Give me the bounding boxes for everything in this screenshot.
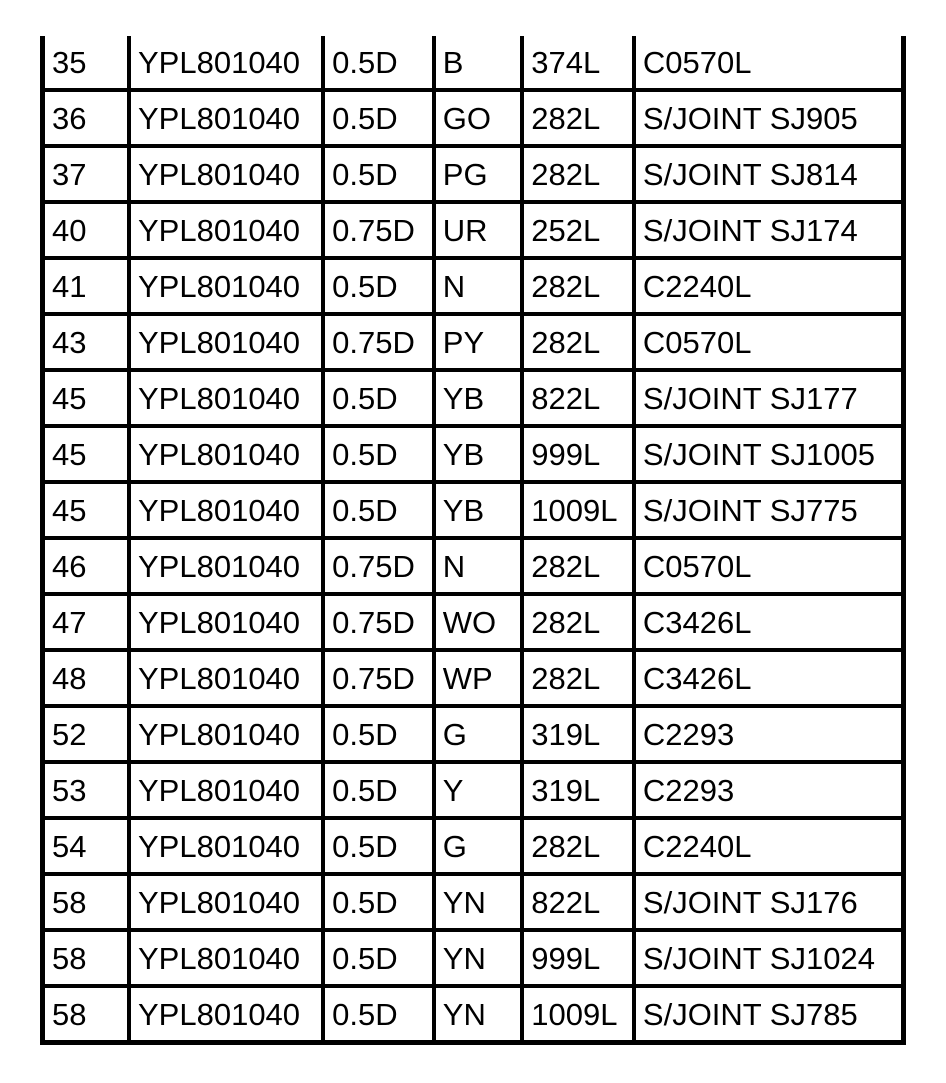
table-cell: GO: [434, 90, 523, 146]
table-cell: 58: [43, 874, 130, 930]
wiring-table-page: [40, 36, 906, 1048]
table-cell: YPL801040: [129, 818, 323, 874]
table-cell: C0570L: [634, 314, 904, 370]
table-cell: 282L: [522, 594, 634, 650]
table-cell: 822L: [522, 370, 634, 426]
table-cell: YPL801040: [129, 986, 323, 1043]
table-cell: 52: [43, 706, 130, 762]
table-cell: YPL801040: [129, 146, 323, 202]
table-row: [43, 482, 904, 538]
table-row: [43, 538, 904, 594]
table-cell: 0.5D: [323, 90, 434, 146]
table-cell: 53: [43, 762, 130, 818]
table-cell: YPL801040: [129, 426, 323, 482]
table-cell: 0.5D: [323, 986, 434, 1043]
table-cell: C2240L: [634, 818, 904, 874]
table-row: [43, 930, 904, 986]
table-cell: 0.5D: [323, 762, 434, 818]
table-cell: 0.75D: [323, 202, 434, 258]
table-cell: 48: [43, 650, 130, 706]
table-row: [43, 370, 904, 426]
table-cell: 46: [43, 538, 130, 594]
table-cell: YPL801040: [129, 482, 323, 538]
table-cell: 45: [43, 482, 130, 538]
table-cell: 36: [43, 90, 130, 146]
table-cell: 282L: [522, 90, 634, 146]
table-row: [43, 258, 904, 314]
table-cell: YPL801040: [129, 930, 323, 986]
table-cell: WO: [434, 594, 523, 650]
table-cell: YN: [434, 930, 523, 986]
table-cell: 43: [43, 314, 130, 370]
table-cell: YB: [434, 482, 523, 538]
table-row: [43, 818, 904, 874]
table-cell: 40: [43, 202, 130, 258]
table-cell: 282L: [522, 650, 634, 706]
table-cell: YN: [434, 874, 523, 930]
table-cell: 0.5D: [323, 146, 434, 202]
table-row: [43, 202, 904, 258]
table-cell: 822L: [522, 874, 634, 930]
table-cell: YPL801040: [129, 874, 323, 930]
table-cell: 0.75D: [323, 538, 434, 594]
table-cell: 0.5D: [323, 370, 434, 426]
table-cell: YPL801040: [129, 90, 323, 146]
table-cell: 0.5D: [323, 426, 434, 482]
table-cell: C0570L: [634, 36, 904, 90]
table-cell: YN: [434, 986, 523, 1043]
table-cell: YPL801040: [129, 202, 323, 258]
table-row: [43, 90, 904, 146]
table-cell: 999L: [522, 426, 634, 482]
table-cell: C2240L: [634, 258, 904, 314]
table-cell: WP: [434, 650, 523, 706]
table-cell: 282L: [522, 258, 634, 314]
table-cell: 45: [43, 426, 130, 482]
table-cell: G: [434, 818, 523, 874]
table-cell: B: [434, 36, 523, 90]
table-cell: S/JOINT SJ177: [634, 370, 904, 426]
table-cell: 282L: [522, 314, 634, 370]
table-cell: 319L: [522, 706, 634, 762]
table-cell: 252L: [522, 202, 634, 258]
table-cell: 0.5D: [323, 36, 434, 90]
table-cell: 282L: [522, 146, 634, 202]
table-cell: 999L: [522, 930, 634, 986]
table-cell: S/JOINT SJ1024: [634, 930, 904, 986]
table-row: [43, 650, 904, 706]
table-cell: YPL801040: [129, 762, 323, 818]
table-cell: 0.5D: [323, 874, 434, 930]
table-cell: C2293: [634, 706, 904, 762]
table-cell: S/JOINT SJ176: [634, 874, 904, 930]
table-cell: C3426L: [634, 650, 904, 706]
table-cell: 1009L: [522, 986, 634, 1043]
table-cell: 58: [43, 986, 130, 1043]
table-cell: YPL801040: [129, 706, 323, 762]
table-row: [43, 426, 904, 482]
table-cell: YPL801040: [129, 258, 323, 314]
table-cell: S/JOINT SJ1005: [634, 426, 904, 482]
table-row: [43, 762, 904, 818]
table-cell: UR: [434, 202, 523, 258]
table-cell: 374L: [522, 36, 634, 90]
table-row: [43, 314, 904, 370]
table-cell: 0.75D: [323, 314, 434, 370]
wiring-table: [40, 36, 906, 1045]
table-cell: 47: [43, 594, 130, 650]
table-cell: 54: [43, 818, 130, 874]
table-cell: Y: [434, 762, 523, 818]
table-cell: S/JOINT SJ785: [642, 996, 858, 1032]
table-cell: YPL801040: [129, 314, 323, 370]
table-cell: S/JOINT SJ905: [634, 90, 904, 146]
table-cell: C2293: [634, 762, 904, 818]
table-cell: PY: [434, 314, 523, 370]
table-cell: 41: [43, 258, 130, 314]
table-cell: 282L: [522, 538, 634, 594]
table-cell: YB: [434, 370, 523, 426]
table-row: [43, 36, 904, 90]
table-cell: 282L: [522, 818, 634, 874]
table-cell: S/JOINT SJ775: [634, 482, 904, 538]
table-cell: N: [434, 538, 523, 594]
table-cell: 0.5D: [323, 482, 434, 538]
table-cell: 0.5D: [323, 258, 434, 314]
table-cell: 45: [43, 370, 130, 426]
table-cell: G: [434, 706, 523, 762]
table-cell: YPL801040: [129, 370, 323, 426]
table-cell: 1009L: [522, 482, 634, 538]
table-cell: YB: [434, 426, 523, 482]
table-cell: YPL801040: [129, 594, 323, 650]
table-cell: 58: [43, 930, 130, 986]
table-row: [43, 874, 904, 930]
table-cell: 0.5D: [323, 818, 434, 874]
table-cell: 35: [43, 36, 130, 90]
table-cell: 319L: [522, 762, 634, 818]
table-cell: 0.5D: [323, 930, 434, 986]
table-cell: S/JOINT SJ814: [634, 146, 904, 202]
table-row: [43, 146, 904, 202]
table-cell: 37: [43, 146, 130, 202]
table-cell: C3426L: [634, 594, 904, 650]
table-cell: PG: [434, 146, 523, 202]
table-cell: 0.75D: [323, 650, 434, 706]
table-cell: YPL801040: [129, 650, 323, 706]
table-cell: 0.5D: [323, 706, 434, 762]
table-cell: C0570L: [634, 538, 904, 594]
table-cell: N: [434, 258, 523, 314]
table-cell: 0.75D: [323, 594, 434, 650]
table-row: [43, 986, 904, 1043]
table-row: [43, 594, 904, 650]
table-row: [43, 706, 904, 762]
table-cell: S/JOINT SJ174: [634, 202, 904, 258]
table-cell: YPL801040: [129, 36, 323, 90]
table-cell: YPL801040: [129, 538, 323, 594]
wiring-table-body: [43, 36, 904, 1043]
